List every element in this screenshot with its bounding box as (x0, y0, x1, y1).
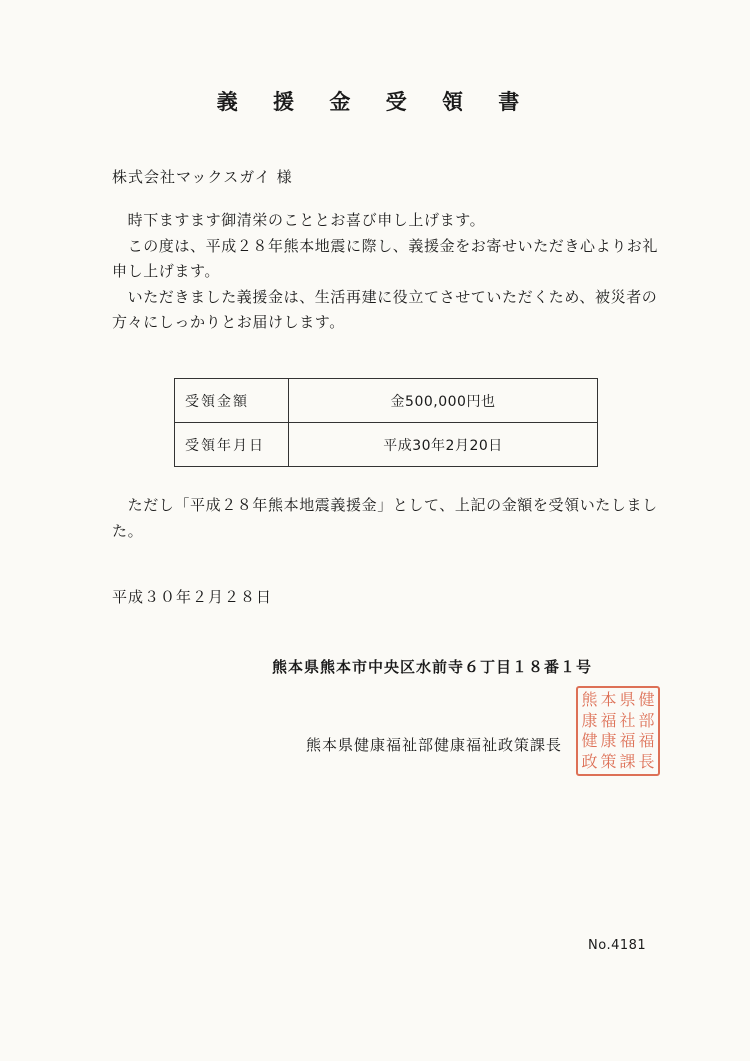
note-paragraph: ただし「平成２８年熊本地震義援金」として、上記の金額を受領いたしました。 (112, 496, 658, 540)
table-label-date: 受領年月日 (175, 423, 289, 467)
seal-char: 福 (638, 731, 655, 751)
seal-char: 福 (619, 731, 636, 751)
table-value-amount: 金500,000円也 (289, 379, 598, 423)
seal-char: 健 (581, 731, 598, 751)
note-text (112, 493, 668, 544)
document-number: No.4181 (588, 938, 647, 953)
seal-char: 健 (638, 690, 655, 710)
seal-char: 政 (581, 751, 598, 771)
seal-char: 社 (619, 710, 636, 730)
table-label-amount: 受領金額 (175, 379, 289, 423)
table-row (175, 379, 598, 423)
seal-char: 本 (600, 690, 617, 710)
seal-char: 福 (600, 710, 617, 730)
official-seal (576, 686, 660, 776)
issuer-address: 熊本県熊本市中央区水前寺６丁目１８番１号 (272, 658, 593, 676)
seal-char: 策 (600, 751, 617, 771)
receipt-table (174, 378, 598, 467)
issue-date: 平成３０年２月２８日 (112, 588, 273, 606)
seal-char: 県 (619, 690, 636, 710)
seal-char: 康 (581, 710, 598, 730)
document-title: 義 援 金 受 領 書 (216, 90, 534, 114)
addressee: 株式会社マックスガイ 様 (112, 168, 293, 186)
seal-char: 部 (638, 710, 655, 730)
seal-char: 長 (638, 751, 655, 771)
table-row (175, 423, 598, 467)
table-value-date: 平成30年2月20日 (289, 423, 598, 467)
seal-char: 康 (600, 731, 617, 751)
body-paragraph: いただきました義援金は、生活再建に役立てさせていただくため、被災者の方々にしっかりとお届けします。 (112, 287, 658, 331)
body-text (112, 208, 668, 336)
body-paragraph: 時下ますます御清栄のこととお喜び申し上げます。 (112, 211, 486, 229)
body-paragraph: この度は、平成２８年熊本地震に際し、義援金をお寄せいただき心よりお礼申し上げます。 (112, 236, 659, 280)
seal-char: 課 (619, 751, 636, 771)
seal-char: 熊 (581, 690, 598, 710)
issuer-name: 熊本県健康福祉部健康福祉政策課長 (306, 736, 563, 754)
